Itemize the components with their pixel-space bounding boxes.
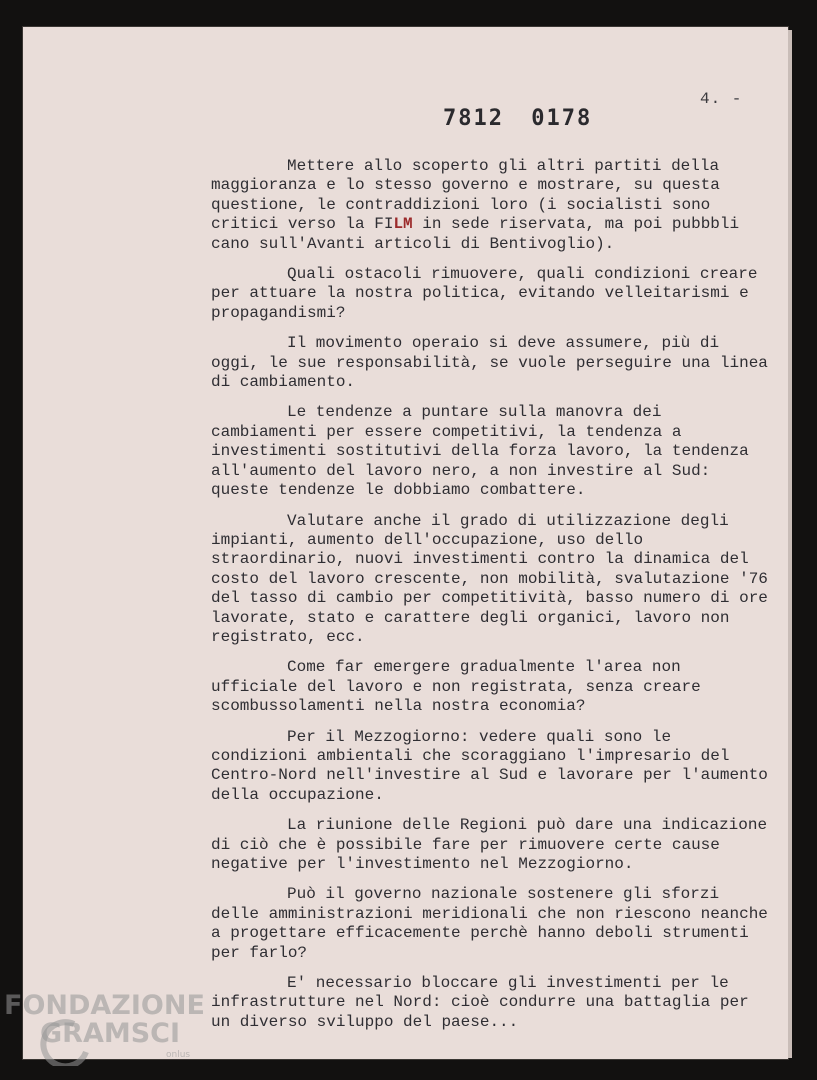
paragraph-1-before: Mettere allo scoperto gli altri partiti della maggioranza e lo stesso governo e mostrare, su questa questione, le contraddizioni loro (i socialisti sono critici verso la FI — [211, 157, 720, 234]
paragraph-7: Per il Mezzogiorno: vedere quali sono le condizioni ambientali che scoraggiano l'impresario del Centro-Nord nell'investire al Sud e lavorare per l'aumento della occupazione. — [211, 727, 768, 804]
paragraph-6: Come far emergere gradualmente l'area non ufficiale del lavoro e non registrata, senza creare scombussolamenti nella nostra economia? — [211, 658, 701, 716]
paragraph-8: La riunione delle Regioni può dare una indicazione di ciò che è possibile fare per rimuovere certe cause negative per l'investimento nel Mezzogiorno. — [211, 816, 768, 873]
paragraph-10: E' necessario bloccare gli investimenti per le infrastrutture nel Nord: cioè condurre una battaglia per un diverso sviluppo del paese... — [211, 974, 749, 1031]
paragraph-4: Le tendenze a puntare sulla manovra dei cambiamenti per essere competitivi, la tendenza a investimenti sostitutivi della forza lavoro, la tendenza all'aumento del lavoro nero, a non investire al Sud: queste tendenze le dobbiamo combattere. — [211, 403, 749, 500]
paragraph-5: Valutare anche il grado di utilizzazione degli impianti, aumento dell'occupazione, uso dello straordinario, nuovi investimenti contro la dinamica del costo del lavoro crescente, non mobilità, svalutazione '76 del tasso di cambio per competitività, basso numero di ore lavorate, stato e carattere degli organici, lavoro non registrato, ecc. — [211, 511, 768, 646]
watermark-line1: FONDAZIONE — [4, 990, 205, 1021]
paragraph-3: Il movimento operaio si deve assumere, più di oggi, le sue responsabilità, se vuole perseguire una linea di cambiamento. — [211, 334, 768, 392]
page-edge — [788, 30, 792, 1058]
paragraph-1 — [211, 157, 771, 254]
watermark-line2: GRAMSCI — [40, 1018, 181, 1049]
paragraph-2: Quali ostacoli rimuovere, quali condizioni creare per attuare la nostra politica, evitando velleitarismi e propagandismi? — [211, 265, 758, 322]
document-number: 7812 0178 — [443, 106, 593, 131]
paragraph-9: Può il governo nazionale sostenere gli sforzi delle amministrazioni meridionali che non riescono neanche a progettare efficacemente perchè hanno deboli strumenti per farlo? — [211, 885, 768, 962]
document-body — [211, 157, 771, 1043]
paragraph-1-after: in sede riservata, ma poi pubbbli cano sull'Avanti articoli di Bentivoglio). — [211, 215, 740, 253]
handwritten-correction: LM — [393, 215, 413, 234]
watermark-suffix: onlus — [166, 1050, 191, 1060]
page-number: 4. - — [700, 90, 743, 108]
